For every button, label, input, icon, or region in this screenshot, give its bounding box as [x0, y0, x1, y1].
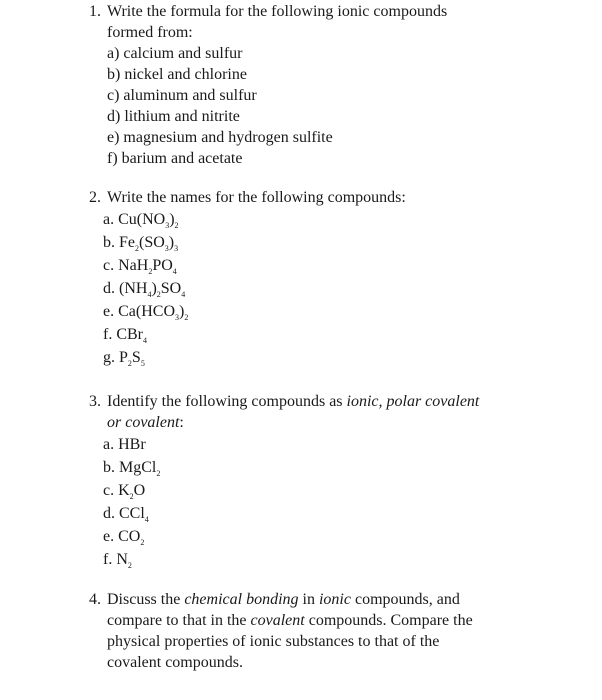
list-item	[103, 256, 177, 276]
item-label: d.	[103, 505, 119, 522]
formula-text: Fe	[119, 234, 135, 251]
item-label: a.	[103, 211, 119, 228]
formula-text: (NH	[119, 280, 148, 297]
item-label: c.	[103, 257, 119, 274]
item-label: d.	[103, 280, 119, 297]
item-label: c.	[103, 482, 119, 499]
list-item: d) lithium and nitrite	[107, 108, 240, 125]
item-label: b.	[103, 234, 119, 251]
question-prompt-continued: formed from:	[107, 24, 193, 41]
chemical-formula	[118, 211, 178, 228]
formula-text: P	[119, 349, 128, 366]
formula-subscript: 3	[165, 221, 170, 230]
chemical-formula	[119, 349, 145, 366]
list-item	[103, 348, 145, 368]
list-item	[103, 279, 185, 299]
prompt-emphasis: ionic, polar covalent	[346, 393, 480, 410]
question-number: 4.	[89, 591, 101, 608]
chemical-formula	[118, 436, 146, 453]
prompt-text: compare to that in the	[107, 612, 251, 629]
list-item	[103, 458, 160, 478]
list-item	[103, 302, 188, 322]
prompt-text: compounds, and	[350, 591, 460, 608]
prompt-text: Identify the following compounds as	[107, 393, 347, 410]
formula-text: )	[169, 211, 175, 228]
formula-text: SO	[160, 280, 182, 297]
prompt-text: :	[179, 414, 184, 431]
formula-text: S	[131, 349, 141, 366]
formula-subscript: 4	[147, 290, 152, 299]
chemical-formula	[118, 257, 177, 274]
formula-text: (SO	[139, 234, 165, 251]
formula-text: PO	[152, 257, 173, 274]
item-label: f.	[103, 326, 117, 343]
formula-subscript: 3	[164, 244, 169, 253]
list-item: e) magnesium and hydrogen sulfite	[107, 129, 333, 146]
prompt-text: in	[298, 591, 319, 608]
chemical-formula	[116, 326, 147, 343]
formula-text: K	[118, 482, 130, 499]
list-item	[103, 325, 147, 345]
list-item	[103, 210, 179, 230]
formula-text: HBr	[118, 436, 146, 453]
question-prompt	[107, 392, 479, 412]
list-item	[103, 550, 132, 570]
formula-subscript: 4	[181, 290, 186, 299]
formula-text: O	[133, 482, 146, 499]
formula-subscript: 3	[174, 244, 179, 253]
question-prompt	[107, 590, 460, 610]
prompt-emphasis: ionic	[318, 591, 351, 608]
prompt-text: compounds. Compare the	[304, 612, 473, 629]
question-prompt-continued: covalent compounds.	[107, 654, 243, 671]
formula-subscript: 2	[156, 469, 161, 478]
formula-text: )	[179, 303, 185, 320]
list-item: f) barium and acetate	[107, 150, 243, 167]
question-prompt: Write the formula for the following ionic compounds	[107, 3, 448, 20]
chemical-formula	[119, 459, 160, 476]
formula-subscript: 2	[140, 538, 145, 547]
formula-subscript: 2	[127, 561, 132, 570]
prompt-emphasis: covalent	[250, 612, 305, 629]
formula-subscript: 2	[129, 492, 134, 501]
chemical-formula	[118, 303, 188, 320]
formula-text: )	[168, 234, 175, 251]
question-number: 1.	[89, 3, 101, 20]
formula-subscript: 2	[135, 244, 139, 253]
item-label: f.	[103, 551, 117, 568]
question-number: 3.	[89, 393, 101, 410]
prompt-text: Discuss the	[107, 591, 185, 608]
formula-subscript: 4	[143, 336, 147, 345]
formula-text: CBr	[116, 326, 143, 343]
question-prompt-continued	[107, 413, 184, 433]
chemical-formula	[118, 528, 144, 545]
list-item: b) nickel and chlorine	[107, 66, 247, 83]
list-item: c) aluminum and sulfur	[107, 87, 257, 104]
question-prompt-continued: physical properties of ionic substances to that of the	[107, 633, 440, 650]
list-item	[103, 504, 149, 524]
list-item	[103, 481, 145, 501]
formula-text: Cu(NO	[118, 211, 166, 228]
chemical-formula	[119, 505, 149, 522]
question-prompt-continued	[107, 611, 473, 631]
chemical-formula	[119, 280, 185, 297]
formula-text: CO	[118, 528, 141, 545]
prompt-emphasis: or covalent	[107, 414, 180, 431]
chemical-formula	[118, 482, 145, 499]
formula-subscript: 2	[148, 267, 153, 276]
item-label: g.	[103, 349, 119, 366]
list-item	[103, 527, 144, 547]
formula-text: CCl	[119, 505, 145, 522]
formula-text: Ca(HCO	[118, 303, 175, 320]
item-label: e.	[103, 303, 119, 320]
formula-text: MgCl	[119, 459, 157, 476]
formula-subscript: 2	[127, 359, 132, 368]
list-item: a) calcium and sulfur	[107, 45, 243, 62]
formula-subscript: 4	[172, 267, 177, 276]
list-item	[103, 233, 178, 253]
formula-subscript: 3	[175, 313, 179, 322]
chemical-formula	[116, 551, 132, 568]
formula-subscript: 2	[156, 290, 161, 299]
formula-subscript: 2	[174, 221, 179, 230]
item-label: e.	[103, 528, 119, 545]
formula-subscript: 4	[144, 515, 149, 524]
formula-text: )	[151, 280, 157, 297]
item-label: a.	[103, 436, 119, 453]
question-prompt: Write the names for the following compounds:	[107, 189, 406, 206]
item-label: b.	[103, 459, 119, 476]
question-number: 2.	[89, 189, 101, 206]
chemical-formula	[119, 234, 178, 251]
list-item	[103, 435, 146, 455]
formula-text: N	[116, 551, 128, 568]
prompt-emphasis: chemical bonding	[184, 591, 299, 608]
formula-subscript: 5	[140, 359, 145, 368]
formula-text: NaH	[118, 257, 149, 274]
formula-subscript: 2	[184, 313, 189, 322]
